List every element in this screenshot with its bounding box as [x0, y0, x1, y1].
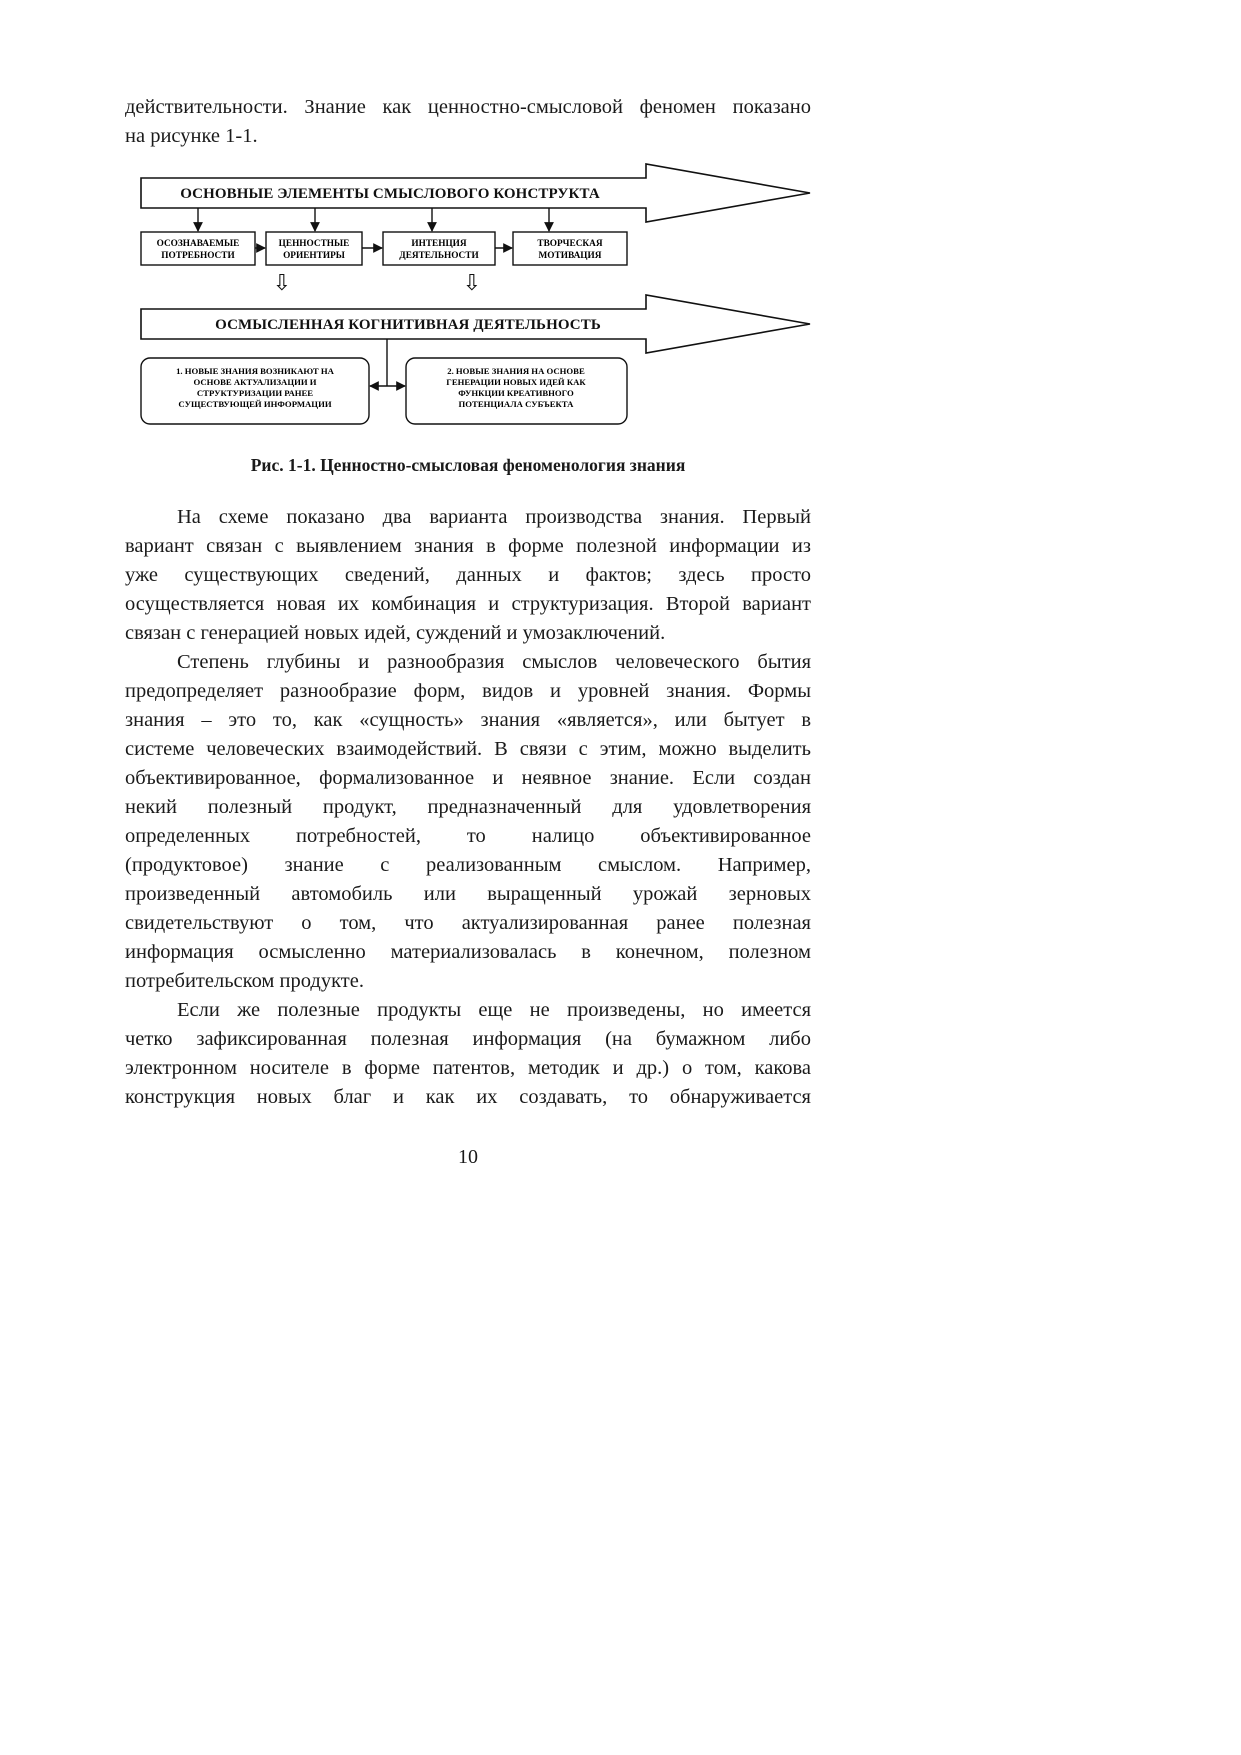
- svg-text:ТВОРЧЕСКАЯ: ТВОРЧЕСКАЯ: [537, 239, 603, 249]
- text-line: вариант связан с выявлением знания в форме полезной информации из: [125, 535, 811, 557]
- text-line: информация осмысленно материализовалась в конечном, полезном: [125, 941, 811, 963]
- svg-text:ГЕНЕРАЦИИ НОВЫХ ИДЕЙ КАК: ГЕНЕРАЦИИ НОВЫХ ИДЕЙ КАК: [446, 377, 586, 387]
- text-line: четко зафиксированная полезная информация (на бумажном либо: [125, 1028, 811, 1050]
- text-line: предопределяет разнообразие форм, видов и уровней знания. Формы: [125, 680, 811, 702]
- body-text: [125, 503, 811, 1112]
- svg-text:2. НОВЫЕ ЗНАНИЯ НА ОСНОВЕ: 2. НОВЫЕ ЗНАНИЯ НА ОСНОВЕ: [447, 366, 585, 376]
- text-line: осуществляется новая их комбинация и структуризация. Второй вариант: [125, 593, 811, 615]
- text-line: системе человеческих взаимодействий. В связи с этим, можно выделить: [125, 738, 811, 760]
- text-line: электронном носителе в форме патентов, методик и др.) о том, какова: [125, 1057, 811, 1079]
- text-line: свидетельствуют о том, что актуализированная ранее полезная: [125, 912, 811, 934]
- svg-text:ФУНКЦИИ КРЕАТИВНОГО: ФУНКЦИИ КРЕАТИВНОГО: [458, 388, 574, 398]
- svg-text:ПОТРЕБНОСТИ: ПОТРЕБНОСТИ: [161, 251, 235, 261]
- hollow-down-arrow-icon: ⇩: [462, 271, 482, 296]
- svg-text:1. НОВЫЕ ЗНАНИЯ ВОЗНИКАЮТ НА: 1. НОВЫЕ ЗНАНИЯ ВОЗНИКАЮТ НА: [176, 366, 334, 376]
- text-line: знания – это то, как «сущность» знания «является», или бытует в: [125, 709, 811, 731]
- svg-text:СТРУКТУРИЗАЦИИ РАНЕЕ: СТРУКТУРИЗАЦИИ РАНЕЕ: [196, 388, 314, 398]
- text-line: (продуктовое) знание с реализованным смыслом. Например,: [125, 854, 811, 876]
- svg-text:СУЩЕСТВУЮЩЕЙ ИНФОРМАЦИИ: СУЩЕСТВУЮЩЕЙ ИНФОРМАЦИИ: [178, 399, 332, 409]
- text-line: некий полезный продукт, предназначенный для удовлетворения: [125, 796, 811, 818]
- text-line: Если же полезные продукты еще не произведены, но имеется: [177, 999, 811, 1021]
- svg-text:ОРИЕНТИРЫ: ОРИЕНТИРЫ: [283, 251, 345, 261]
- text-line: на рисунке 1-1.: [125, 125, 258, 147]
- outcome-box-actualization: [141, 358, 369, 424]
- text-line: связан с генерацией новых идей, суждений и умозаключений.: [125, 622, 666, 644]
- element-box-motivation: [513, 232, 627, 265]
- figure-caption: Рис. 1-1. Ценностно-смысловая феноменология знания: [250, 455, 686, 475]
- hollow-down-arrow-icon: ⇩: [272, 271, 292, 296]
- svg-text:ПОТЕНЦИАЛА СУБЪЕКТА: ПОТЕНЦИАЛА СУБЪЕКТА: [458, 399, 574, 409]
- text-line: конструкция новых благ и как их создавать, то обнаруживается: [125, 1086, 811, 1108]
- element-box-values: [266, 232, 362, 265]
- text-line: произведенный автомобиль или выращенный урожай зерновых: [125, 883, 811, 905]
- intro-paragraph: [125, 93, 811, 151]
- svg-text:ОСОЗНАВАЕМЫЕ: ОСОЗНАВАЕМЫЕ: [156, 239, 240, 249]
- svg-text:ДЕЯТЕЛЬНОСТИ: ДЕЯТЕЛЬНОСТИ: [399, 251, 479, 261]
- bottom-arrow-label: ОСМЫСЛЕННАЯ КОГНИТИВНАЯ ДЕЯТЕЛЬНОСТЬ: [215, 317, 601, 333]
- figure-diagram: [130, 158, 830, 440]
- text-line: уже существующих сведений, данных и фактов; здесь просто: [125, 564, 811, 586]
- text-line: Степень глубины и разнообразия смыслов человеческого бытия: [177, 651, 811, 673]
- text-line: определенных потребностей, то налицо объективированное: [125, 825, 811, 847]
- svg-text:МОТИВАЦИЯ: МОТИВАЦИЯ: [538, 251, 602, 261]
- element-box-intention: [383, 232, 495, 265]
- text-line: действительности. Знание как ценностно-смысловой феномен показано: [125, 96, 811, 118]
- svg-text:ОСНОВЕ АКТУАЛИЗАЦИИ И: ОСНОВЕ АКТУАЛИЗАЦИИ И: [193, 377, 317, 387]
- text-line: объективированное, формализованное и неявное знание. Если создан: [125, 767, 811, 789]
- top-arrow-label: ОСНОВНЫЕ ЭЛЕМЕНТЫ СМЫСЛОВОГО КОНСТРУКТА: [180, 186, 600, 202]
- text-line: потребительском продукте.: [125, 970, 364, 992]
- svg-text:ИНТЕНЦИЯ: ИНТЕНЦИЯ: [411, 239, 467, 249]
- page-number: 10: [458, 1146, 478, 1168]
- text-line: На схеме показано два варианта производства знания. Первый: [177, 506, 811, 528]
- svg-text:ЦЕННОСТНЫЕ: ЦЕННОСТНЫЕ: [278, 239, 350, 249]
- outcome-box-generation: [406, 358, 627, 424]
- element-box-needs: [141, 232, 255, 265]
